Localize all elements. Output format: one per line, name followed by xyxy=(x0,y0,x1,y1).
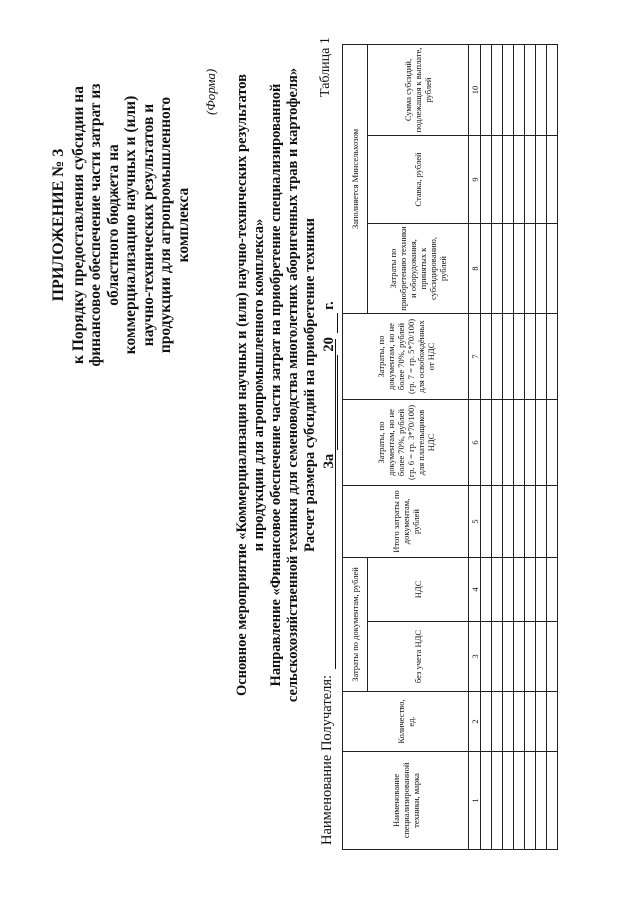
table-cell[interactable] xyxy=(547,752,558,850)
table-cell[interactable] xyxy=(525,223,536,313)
table-cell[interactable] xyxy=(514,399,525,485)
period-prefix: За xyxy=(321,453,337,469)
header-cell: Количество, ед. xyxy=(343,692,469,752)
column-number: 5 xyxy=(469,485,481,557)
table-cell[interactable] xyxy=(514,692,525,752)
column-number: 2 xyxy=(469,692,481,752)
table-cell[interactable] xyxy=(536,557,547,621)
table-cell[interactable] xyxy=(503,44,514,135)
table-cell[interactable] xyxy=(547,557,558,621)
table-cell[interactable] xyxy=(503,557,514,621)
table-cell[interactable] xyxy=(547,313,558,399)
table-cell[interactable] xyxy=(547,44,558,135)
recipient-label: Наименование Получателя: xyxy=(319,674,335,845)
table-cell[interactable] xyxy=(481,752,492,850)
table-cell[interactable] xyxy=(514,485,525,557)
table-cell[interactable] xyxy=(525,135,536,223)
appendix-line: научно-технических результатов и xyxy=(139,103,157,347)
column-number: 10 xyxy=(469,44,481,135)
recipient-row xyxy=(318,339,336,845)
period-year: 20 xyxy=(321,337,337,352)
table-row xyxy=(481,44,492,849)
table-cell[interactable] xyxy=(492,557,503,621)
table-cell[interactable] xyxy=(525,622,536,692)
column-number: 6 xyxy=(469,399,481,485)
table-cell[interactable] xyxy=(503,485,514,557)
period-suffix: г. xyxy=(321,301,337,310)
table-cell[interactable] xyxy=(525,752,536,850)
table-cell[interactable] xyxy=(547,399,558,485)
table-cell[interactable] xyxy=(536,44,547,135)
table-cell[interactable] xyxy=(536,692,547,752)
table-cell[interactable] xyxy=(481,313,492,399)
recipient-blank[interactable] xyxy=(318,339,336,669)
column-number: 9 xyxy=(469,135,481,223)
main-line: сельскохозяйственной техники для семеноводства многолетних аборигенных трав и картофеля» xyxy=(285,67,301,703)
header-group: Затраты по документам, рублей xyxy=(343,557,368,691)
header-group: Заполняется Минсельхозом xyxy=(343,44,368,313)
table-cell[interactable] xyxy=(481,557,492,621)
column-number-row xyxy=(469,44,481,849)
appendix-line: продукции для агропромышленного xyxy=(157,96,174,354)
main-line: Расчет размера субсидий на приобретение техники xyxy=(302,217,318,553)
table-cell[interactable] xyxy=(503,223,514,313)
table-cell[interactable] xyxy=(481,692,492,752)
appendix-header xyxy=(50,15,192,435)
table-cell[interactable] xyxy=(547,692,558,752)
header-cell: Затраты, по документам, но не более 70%, рублей (гр. 7 = гр. 5*70/100) для освобождённых от НДС xyxy=(343,313,469,399)
table-cell[interactable] xyxy=(492,752,503,850)
column-number: 8 xyxy=(469,223,481,313)
table-cell[interactable] xyxy=(514,223,525,313)
column-number: 1 xyxy=(469,752,481,850)
header-cell: Сумма субсидий, подлежащая к выплате, рублей xyxy=(368,44,469,135)
table-row xyxy=(525,44,536,849)
table-cell[interactable] xyxy=(481,622,492,692)
table-cell[interactable] xyxy=(536,399,547,485)
table-cell[interactable] xyxy=(547,135,558,223)
table-cell[interactable] xyxy=(525,313,536,399)
appendix-line: коммерциализацию научных и (или) xyxy=(122,95,139,355)
table-cell[interactable] xyxy=(525,557,536,621)
table-cell[interactable] xyxy=(514,622,525,692)
table-cell[interactable] xyxy=(525,399,536,485)
appendix-line: к Порядку предоставления субсидии на xyxy=(69,86,87,364)
header-cell: без учета НДС xyxy=(368,622,469,692)
table-cell[interactable] xyxy=(492,692,503,752)
table-cell[interactable] xyxy=(514,752,525,850)
table-cell[interactable] xyxy=(514,313,525,399)
header-cell: Итого затраты по документам, рублей xyxy=(343,485,469,557)
table-cell[interactable] xyxy=(514,44,525,135)
table-cell[interactable] xyxy=(481,44,492,135)
appendix-line: комплекса xyxy=(174,187,192,263)
table-label: Таблица 1 xyxy=(318,37,333,97)
year-blank[interactable] xyxy=(320,313,338,333)
header-cell: Затраты по приобретению техники и оборудования, принятых к субсидированию, рублей xyxy=(368,223,469,313)
table-cell[interactable] xyxy=(481,485,492,557)
form-label: (Форма) xyxy=(203,68,218,115)
table-cell[interactable] xyxy=(481,135,492,223)
table-cell[interactable] xyxy=(536,223,547,313)
header-cell: НДС xyxy=(368,557,469,621)
table-cell[interactable] xyxy=(503,752,514,850)
header-cell: Наименование специализированной техники, марка xyxy=(343,752,469,850)
table-cell[interactable] xyxy=(514,135,525,223)
main-line: Основное мероприятие «Коммерциализация научных и (или) научно-технических результатов xyxy=(234,73,250,697)
table-row xyxy=(536,44,547,849)
table-cell[interactable] xyxy=(525,692,536,752)
header-cell: Затраты, по документам, но не более 70%, рублей (гр. 6 = гр. 3*70/100) для плательщиков НДС xyxy=(343,399,469,485)
subsidy-table xyxy=(342,44,558,850)
table-cell[interactable] xyxy=(503,135,514,223)
column-number: 4 xyxy=(469,557,481,621)
main-line: Направление «Финансовое обеспечение части затрат на приобретение специализированной xyxy=(268,83,284,687)
table-cell[interactable] xyxy=(525,44,536,135)
table-cell[interactable] xyxy=(492,313,503,399)
appendix-title: ПРИЛОЖЕНИЕ № 3 xyxy=(50,148,67,302)
table-cell[interactable] xyxy=(492,399,503,485)
appendix-line: финансовое обеспечение части затрат из xyxy=(87,83,104,367)
table-cell[interactable] xyxy=(536,135,547,223)
column-number: 7 xyxy=(469,313,481,399)
table-cell[interactable] xyxy=(536,622,547,692)
main-line: и продукции для агропромышленного комплекса» xyxy=(251,218,267,552)
table-row xyxy=(503,44,514,849)
table-row xyxy=(547,44,558,849)
table-cell[interactable] xyxy=(492,44,503,135)
header-cell: Ставка, рублей xyxy=(368,135,469,223)
table-cell[interactable] xyxy=(536,752,547,850)
appendix-line: областного бюджета на xyxy=(104,144,122,306)
table-cell[interactable] xyxy=(536,313,547,399)
table-row xyxy=(514,44,525,849)
table-cell[interactable] xyxy=(503,692,514,752)
table-cell[interactable] xyxy=(481,223,492,313)
table-cell[interactable] xyxy=(492,485,503,557)
table-cell[interactable] xyxy=(492,135,503,223)
table-cell[interactable] xyxy=(514,557,525,621)
table-cell[interactable] xyxy=(547,223,558,313)
table-cell[interactable] xyxy=(481,399,492,485)
table-cell[interactable] xyxy=(547,622,558,692)
column-number: 3 xyxy=(469,622,481,692)
table-cell[interactable] xyxy=(547,485,558,557)
table-cell[interactable] xyxy=(492,223,503,313)
table-row xyxy=(492,44,503,849)
table-cell[interactable] xyxy=(536,485,547,557)
table-cell[interactable] xyxy=(503,622,514,692)
table-cell[interactable] xyxy=(525,485,536,557)
table-cell[interactable] xyxy=(503,399,514,485)
table-cell[interactable] xyxy=(503,313,514,399)
table-cell[interactable] xyxy=(492,622,503,692)
